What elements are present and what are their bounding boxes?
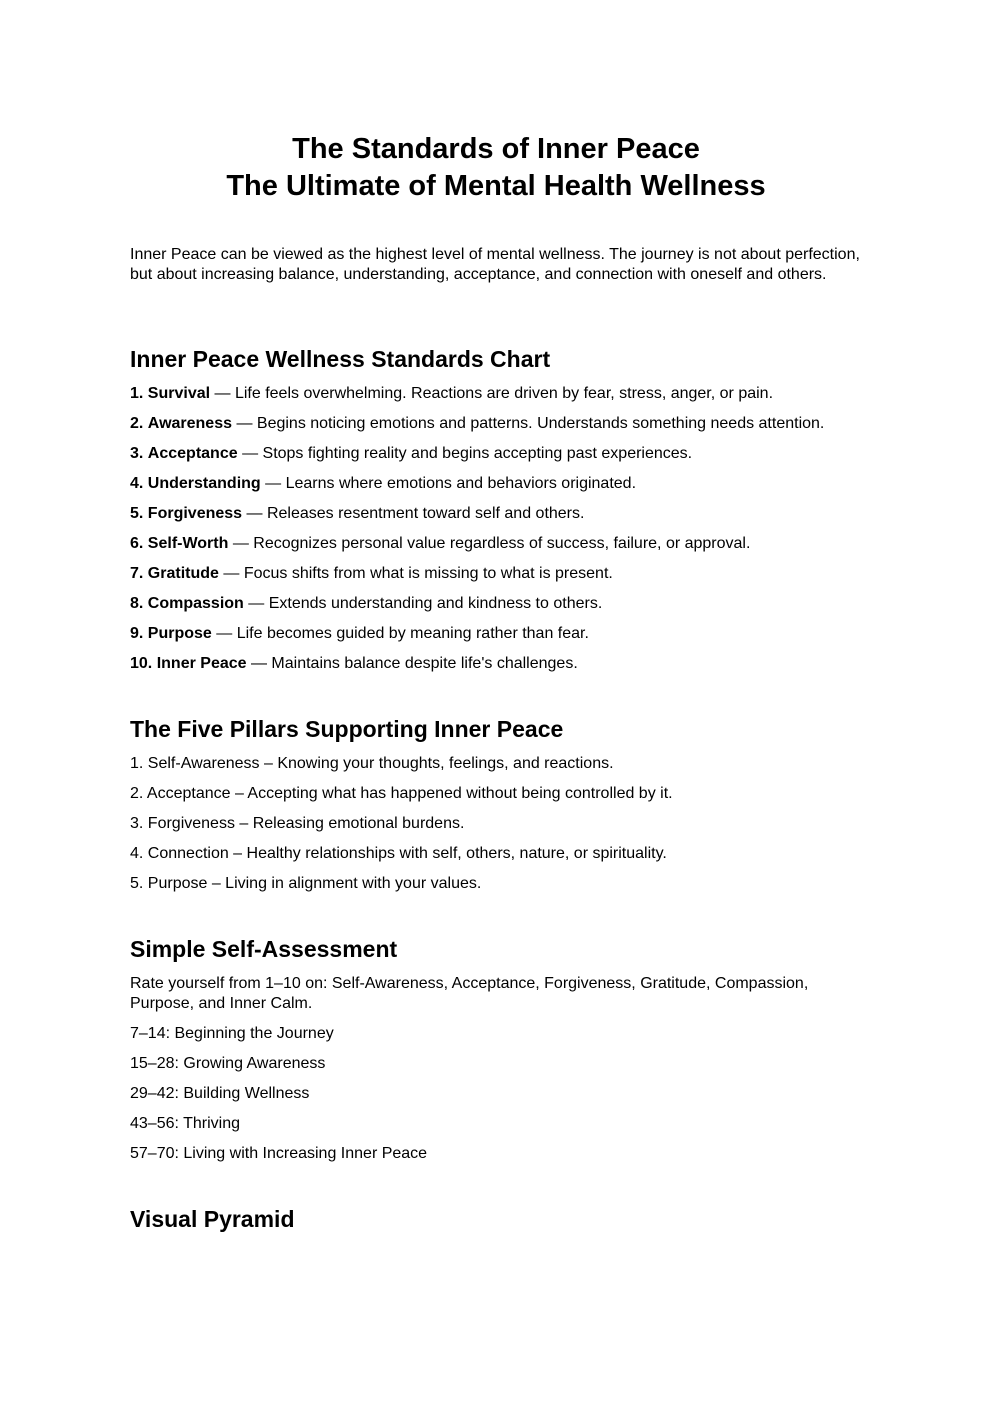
pillar-item: 3. Forgiveness – Releasing emotional burdens.	[130, 815, 465, 832]
assessment-ranges	[130, 1024, 862, 1174]
standard-term: Understanding	[147, 475, 261, 492]
standard-number: 6.	[130, 535, 144, 552]
standard-term: Acceptance	[147, 445, 238, 462]
standard-item	[130, 624, 862, 654]
range-item: 57–70: Living with Increasing Inner Peace	[130, 1145, 428, 1162]
range-item: 43–56: Thriving	[130, 1115, 240, 1132]
standards-heading: Inner Peace Wellness Standards Chart	[130, 346, 551, 372]
standard-term: Survival	[147, 385, 211, 402]
pillars-heading: The Five Pillars Supporting Inner Peace	[130, 716, 564, 742]
standard-number: 1.	[130, 385, 144, 402]
standard-desc: — Releases resentment toward self and others.	[242, 505, 585, 522]
pillar-item: 1. Self-Awareness – Knowing your thoughts, feelings, and reactions.	[130, 755, 614, 772]
range-item: 15–28: Growing Awareness	[130, 1055, 326, 1072]
standard-desc: — Maintains balance despite life's challenges.	[246, 655, 578, 672]
standard-term: Gratitude	[147, 565, 219, 582]
standard-term: Inner Peace	[156, 655, 247, 672]
standard-term: Purpose	[147, 625, 212, 642]
standard-number: 8.	[130, 595, 144, 612]
standard-desc: — Recognizes personal value regardless of success, failure, or approval.	[228, 535, 751, 552]
standard-desc: — Life becomes guided by meaning rather than fear.	[211, 625, 589, 642]
pyramid-heading: Visual Pyramid	[130, 1206, 295, 1232]
standard-desc: — Focus shifts from what is missing to what is present.	[218, 565, 613, 582]
standard-desc: — Begins noticing emotions and patterns. Understands something needs attention.	[232, 415, 825, 432]
pillars-list	[130, 754, 862, 904]
standard-number: 9.	[130, 625, 144, 642]
standards-list	[130, 384, 862, 684]
pillar-item: 5. Purpose – Living in alignment with your values.	[130, 875, 482, 892]
standard-desc: — Learns where emotions and behaviors originated.	[260, 475, 637, 492]
standard-term: Self-Worth	[147, 535, 229, 552]
standard-number: 3.	[130, 445, 144, 462]
standard-term: Compassion	[147, 595, 244, 612]
standard-item	[130, 384, 862, 414]
standard-item	[130, 444, 862, 474]
range-item: 29–42: Building Wellness	[130, 1085, 310, 1102]
assessment-instruction: Rate yourself from 1–10 on: Self-Awareness, Acceptance, Forgiveness, Gratitude, Compassion, Purpose, and Inner Calm.	[130, 975, 809, 1012]
standard-number: 7.	[130, 565, 144, 582]
standard-desc: — Life feels overwhelming. Reactions are driven by fear, stress, anger, or pain.	[210, 385, 774, 402]
standard-item	[130, 534, 862, 564]
standard-number: 5.	[130, 505, 144, 522]
standard-item	[130, 474, 862, 504]
standard-item	[130, 504, 862, 534]
assessment-heading: Simple Self-Assessment	[130, 936, 398, 962]
pillar-item: 2. Acceptance – Accepting what has happened without being controlled by it.	[130, 785, 673, 802]
standard-number: 4.	[130, 475, 144, 492]
standard-desc: — Stops fighting reality and begins accepting past experiences.	[237, 445, 693, 462]
standard-desc: — Extends understanding and kindness to others.	[243, 595, 603, 612]
pillar-item: 4. Connection – Healthy relationships with self, others, nature, or spirituality.	[130, 845, 667, 862]
title-line-2: The Ultimate of Mental Health Wellness	[226, 170, 766, 202]
intro-paragraph: Inner Peace can be viewed as the highest level of mental wellness. The journey is not about perfection, but about increasing balance, understanding, acceptance, and connection with oneself and others.	[130, 246, 860, 283]
document-title	[130, 131, 862, 205]
standard-number: 10.	[130, 655, 153, 672]
standard-item	[130, 654, 862, 684]
standard-term: Forgiveness	[147, 505, 243, 522]
range-item: 7–14: Beginning the Journey	[130, 1025, 334, 1042]
title-line-1: The Standards of Inner Peace	[292, 133, 700, 165]
standard-item	[130, 414, 862, 444]
standard-item	[130, 564, 862, 594]
standard-item	[130, 594, 862, 624]
standard-term: Awareness	[147, 415, 232, 432]
standard-number: 2.	[130, 415, 144, 432]
